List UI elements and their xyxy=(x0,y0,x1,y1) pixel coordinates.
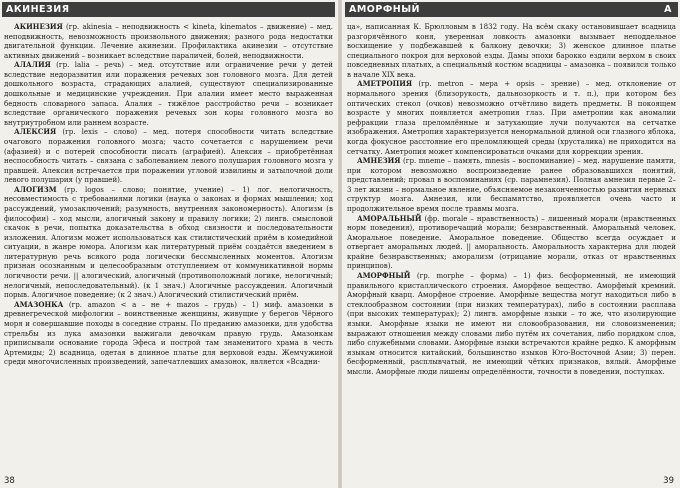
entry-alaliya: АЛАЛИЯ (гр. lalia – речь) – мед. отсутствие или ограничение речи у детей вследствие недоразвития или поражения речевых зон головного мозга. Для детей дошкольного возраста, страдающих алалией, существуют специализированные дошкольные и медицинские учреждения. При алалии имеет место выраженная бедность словарного запаса. Алалия – тяжёлое расстройство речи – возникает вследствие органического поражения речевых зон коры головного мозга во внутриутробном или раннем возрасте. xyxy=(4,60,333,127)
section-letter: А xyxy=(664,4,672,15)
left-page xyxy=(0,0,339,488)
right-page xyxy=(341,0,680,488)
left-running-header xyxy=(2,2,335,17)
right-page-text xyxy=(347,22,676,376)
right-running-header xyxy=(345,2,678,17)
left-header-word: АКИНЕЗИЯ xyxy=(6,4,70,15)
left-page-number: 38 xyxy=(4,476,15,486)
entry-alogizm: АЛОГИЗМ (гр. logos – слово; понятие, учение) – 1) лог. нелогичность, несовместимость с требованиями логики (наука о законах и формах мышления; ход рассуждений, умозаключений; разумность, внутренняя закономерность). Алогизм (в философии) – ход мысли, алогичный закону и правилу логики; 2) лингв. смысловой скачок в речи, попытка доказательства в обход связности и последовательности изложения. Алогизм может использоваться как стилистический приём в комедийной ситуации, в жанре юмора. Алогизм как литературный приём создаётся введением в литературную речь всякого рода логически бессмысленных моментов. Алогизм признан осознанным и целесообразным отступлением от коммуникативной нормы логичности речи. || алогический, алогичный (противоположный логике, нелогичный; нелогичный, непоследовательный). (к 1 знач.) Алогичные рассуждения. Алогичный порыв. Алогичное поведение; (к 2 знач.) Алогический стилистический приём. xyxy=(4,184,333,300)
entry-amoralnyy: АМОРАЛЬНЫЙ (фр. morale – нравственность) – лишенный морали (нравственных норм поведения), противоречащий морали; безнравственный. Аморальный человек. Аморальное поведение. Аморальное поведение. Общество всегда осуждает и отвергает аморальных людей. || аморальность. Аморальность характерна для людей крайне безнравственных; аморализм (отрицание морали, отказ от нравственных принципов). xyxy=(347,213,676,271)
entry-amneziya: АМНЕЗИЯ (гр. mneme – память, mnesis – воспоминание) – мед. нарушение памяти, при котором невозможно воспроизведение ранее образовавшихся понятий, представлений; провал в воспоминаниях (ср. парамнезия). Полная амнезия первые 2–3 лет жизни – нормальное явление, объясняемое незаконченностью развития нервных структур мозга. Амнезия, или беспамятство, проявляется очень часто и продолжительное время после травмы мозга. xyxy=(347,156,676,213)
entry-amazonka: АМАЗОНКА (гр. amazon < a – не + mazos – грудь) – 1) миф. амазонки в древнегреческой мифологии – воинственные женщины, живущие у берегов Чёрного моря и совершавшие походы в соседние страны. По преданию амазонки, для удобства стрельбы из лука амазонки выжигали девочкам правую грудь. Амазонкам приписывали основание города Эфеса и построй там знаменитого храма в честь Артемиды; 2) всадница, одетая в длинное платье для верховой езды. Жемчужиной среди многочисленных произведений, запечатлевших амазонок, является «Всадни- xyxy=(4,299,333,367)
entry-akineziya: АКИНЕЗИЯ (гр. akinesia – неподвижность < kinetа, kinematos – движение) – мед. неподвижность, невозможность произвольного движения; разного рода недостатки двигательной функции. Лечение акинезии. Профилактика акинезии – отсутствие активных движений – возникает вследствие параличей, болей, неподвижности. xyxy=(4,22,333,60)
left-page-text xyxy=(4,22,333,367)
right-page-number: 39 xyxy=(663,476,674,486)
entry-aleksiya: АЛЕКСИЯ (гр. lexis – слово) – мед. потеря способности читать вследствие очагового поражения головного мозга; часто сочетается с нарушением речи (афазией) и с потерей способности писать (аграфией). Алексия – приобретённая неспособность читать – связана с заболеванием левого полушария головного мозга у правшей. Алексия встречается при поражении угловой извилины и затылочной доли левого полушария (у правшей). xyxy=(4,127,333,185)
entry-ametropiya: АМЕТРОПИЯ (гр. metron – мера + opsis – зрение) – мед. отклонение от нормального зрения (близорукость, дальнозоркость и т. п.), при котором без оптических стекол (очков) невозможно отчётливо видеть предметы. В покоящем возрасте у многих появляется аметропия глаз. При аметропии как аномалии рефракции глаза преломлённые и затухающие лучи получаются на сетчатке изображения. Аметропия характеризуется ненормальной длиной оси глазного яблока, когда фокусное расстояние его преломляющей среды (хрусталика) не приходится на сетчатку. Аметропия может компенсироваться очками для коррекции зрения. xyxy=(347,79,676,156)
entry-amazonka-continued: ца», написанная К. Брюлловым в 1832 году. На всём скаку остановившает всадница разгорячённого коня, уверенная ловкость амазонки вызывает неподдельное восхищение у подбежавшей к балкону девочки; 3) женское длинное платье специального покроя для верховой езды. Дамы эпохи барокко ездили верхом в своих повседневных платьях, а специальный костюм всадницы – амазонка – появился только в начале XIX века. xyxy=(347,22,676,79)
right-header-word: АМОРФНЫЙ xyxy=(349,4,421,15)
entry-amorfnyy: АМОРФНЫЙ (гр. morphe – форма) – 1) физ. бесформенный, не имеющий правильного кристаллического строения. Аморфное вещество. Аморфный кремний. Аморфный кварц. Аморфное строение. Аморфные вещества могут находиться либо в стеклообразном состоянии (при низких температурах), либо в состоянии расплава (при высоких температурах); 2) лингв. аморфные языки – то же, что изолирующие языки. Аморфные языки не имеют ни словообразования, ни словоизменения; выражают отношения между словами либо путём их сочетания, либо порядком слов, либо служебными словами. Аморфные языки встречаются крайне редко. К аморфным языкам относится китайский, большинство языков Юго-Восточной Азии; 3) перен. бесформенный, расплывчатый, не имеющий чётких признаков, вялый. Аморфные мысли. Аморфные люди лишены определённости, точности в поведении, поступках. xyxy=(347,271,676,376)
